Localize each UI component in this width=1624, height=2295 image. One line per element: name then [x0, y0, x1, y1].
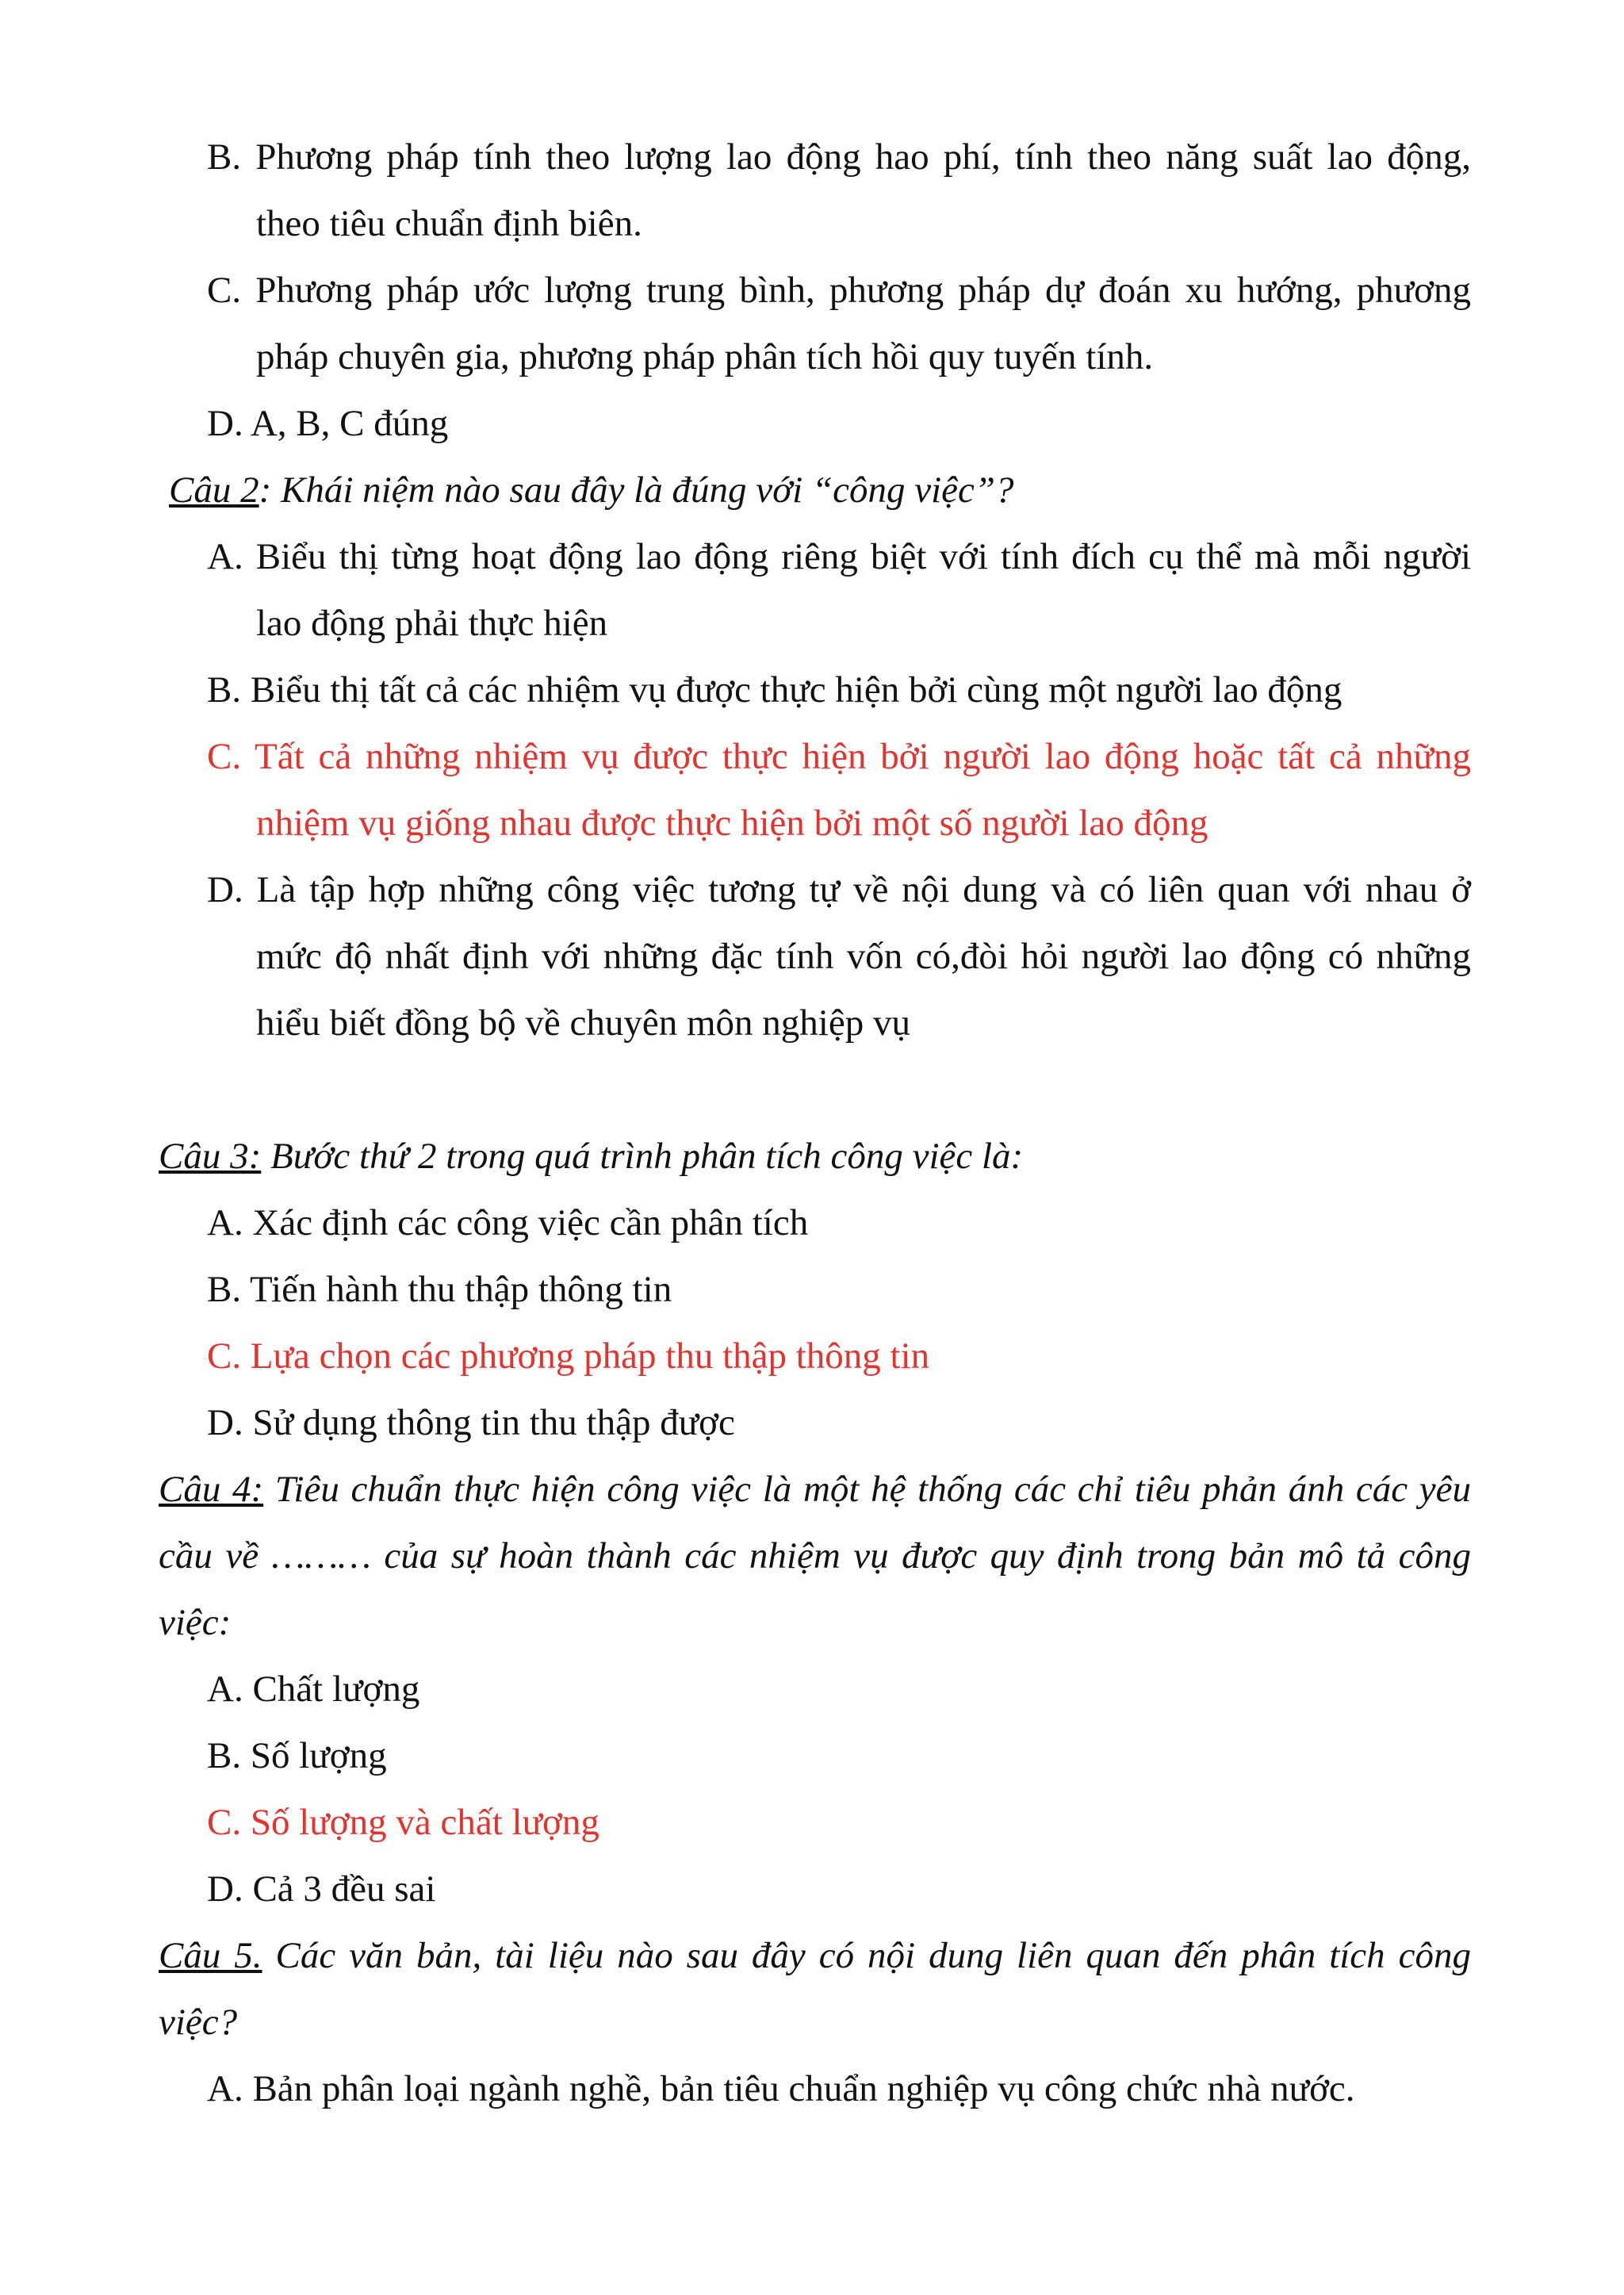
q1-option-c-line1: C. Phương pháp ước lượng trung bình, phương pháp dự đoán xu hướng, phương [207, 270, 1471, 311]
q2-option-c-line2: nhiệm vụ giống nhau được thực hiện bởi một số người lao động [256, 803, 1208, 844]
q4-option-a: A. Chất lượng [207, 1669, 420, 1710]
q5-option-a: A. Bản phân loại ngành nghề, bản tiêu chuẩn nghiệp vụ công chức nhà nước. [207, 2068, 1355, 2109]
q2-option-a-line1: A. Biểu thị từng hoạt động lao động riêng biệt với tính đích cụ thể mà mỗi người [207, 536, 1471, 577]
q2-option-d-line1: D. Là tập hợp những công việc tương tự về nội dung và có liên quan với nhau ở [207, 869, 1471, 910]
q3-option-c: C. Lựa chọn các phương pháp thu thập thông tin [207, 1335, 930, 1377]
q2-heading [169, 466, 1014, 514]
q3-heading [159, 1132, 1023, 1180]
q1-option-b-line1: B. Phương pháp tính theo lượng lao động hao phí, tính theo năng suất lao động, [207, 136, 1471, 178]
q2-text: : Khái niệm nào sau đây là đúng với “công việc”? [259, 469, 1014, 511]
q3-option-a: A. Xác định các công việc cần phân tích [207, 1202, 809, 1243]
q5-label: Câu 5. [159, 1935, 262, 1976]
q4-option-d: D. Cả 3 đều sai [207, 1868, 436, 1910]
q1-option-d: D. A, B, C đúng [207, 403, 449, 444]
q2-option-d-line2: mức độ nhất định với những đặc tính vốn có,đòi hỏi người lao động có những [256, 936, 1471, 977]
q4-text-line2: cầu về ……… của sự hoàn thành các nhiệm vụ được quy định trong bản mô tả công [159, 1535, 1471, 1577]
q3-option-d: D. Sử dụng thông tin thu thập được [207, 1402, 735, 1443]
q4-option-b: B. Số lượng [207, 1735, 387, 1776]
q4-option-c: C. Số lượng và chất lượng [207, 1802, 599, 1843]
q2-option-b: B. Biểu thị tất cả các nhiệm vụ được thực hiện bởi cùng một người lao động [207, 669, 1342, 711]
q2-option-a-line2: lao động phải thực hiện [256, 603, 608, 644]
q1-option-b-line2: theo tiêu chuẩn định biên. [256, 203, 642, 244]
q2-label: Câu 2 [169, 469, 259, 511]
q4-heading-line1 [159, 1466, 1471, 1513]
q4-text-line3: việc: [159, 1602, 232, 1643]
q4-text-line1: Tiêu chuẩn thực hiện công việc là một hệ thống các chỉ tiêu phản ánh các yêu [263, 1469, 1472, 1510]
q2-option-c-line1: C. Tất cả những nhiệm vụ được thực hiện bởi người lao động hoặc tất cả những [207, 736, 1471, 777]
q5-text-line1: Các văn bản, tài liệu nào sau đây có nội dung liên quan đến phân tích công [262, 1935, 1471, 1976]
q5-text-line2: việc? [159, 2002, 238, 2043]
q3-label: Câu 3: [159, 1136, 262, 1177]
q2-option-d-line3: hiểu biết đồng bộ về chuyên môn nghiệp vụ [256, 1002, 910, 1044]
q4-label: Câu 4: [159, 1469, 264, 1510]
q3-text: Bước thứ 2 trong quá trình phân tích công việc là: [261, 1136, 1024, 1177]
q1-option-c-line2: pháp chuyên gia, phương pháp phân tích hồi quy tuyến tính. [256, 336, 1154, 377]
q3-option-b: B. Tiến hành thu thập thông tin [207, 1269, 672, 1310]
q5-heading-line1 [159, 1932, 1471, 1979]
